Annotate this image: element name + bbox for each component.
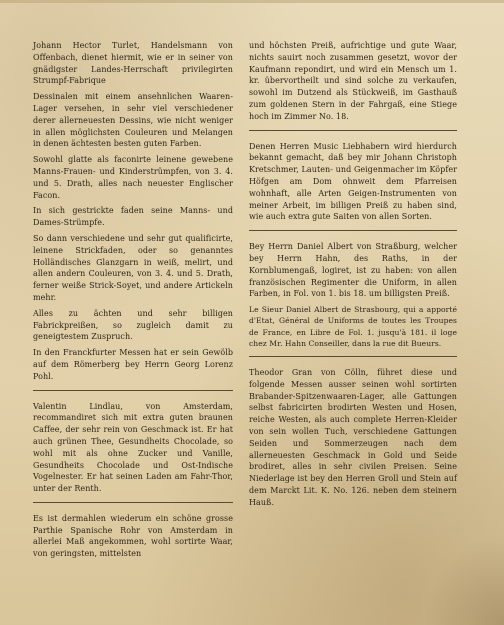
notice-albert-uniforms: Bey Herrn Daniel Albert von Straßburg, welcher bey Herrn Hahn, des Raths, in der Kornblumengaß, logiret, ist zu haben: von allen französischen Regimenter die Uniform, in allen Farben, in Fol. von 1. bis 18. um billigsten Preiß. — [249, 242, 457, 299]
notice-turlet-intro: Johann Hector Turlet, Handelsmann von Offenbach, dienet hiermit, wie er in seiner von gnädigster Landes-Herrschaft privilegirten Strumpf-Fabrique — [33, 41, 233, 86]
notice-kretschmer-music: Denen Herren Music Liebhabern wird hierdurch bekannt gemacht, daß bey mir Johann Christoph Kretschmer, Lauten- und Geigenmacher im Köpfer Höfgen am Dom ohnweit dem Pfarreisen wohnhaft, alle Arten Geigen-Instrumenten von meiner Arbeit, im billigen Preiß zu haben sind, wie auch extra gute Saiten von allen Sorten. — [249, 141, 457, 222]
notice-turlet-fair: In den Franckfurter Messen hat er sein Gewölb auf dem Römerberg bey Herrn Georg Lorenz Pohl. — [33, 348, 233, 381]
right-column — [249, 40, 457, 513]
divider-rule — [249, 230, 457, 231]
divider-rule — [249, 130, 457, 131]
divider-rule — [249, 356, 457, 357]
notice-turlet-dessins: Dessinalen mit einem ansehnlichen Waaren-Lager versehen, in sehr viel verschiedener derer allerneuesten Dessins, wie nicht weniger in allen möglichsten Couleuren und Melangen in denen ächtesten besten guten Farben. — [33, 92, 233, 149]
notice-turlet-knitted: In sich gestrickte faden seine Manns- und Dames-Strümpfe. — [33, 206, 233, 228]
left-column — [33, 40, 233, 564]
notice-turlet-yarn: So dann verschiedene und sehr gut qualificirte, leinene Strickfaden, oder so genanntes Holländisches Glanzgarn in weiß, melirt, und allen andern Couleuren, von 3. 4. und 5. Drath, ferner weiße Strick-Soyet, und andere Artickeln mehr. — [33, 233, 233, 302]
notice-albert-uniforms-french: Le Sieur Daniel Albert de Strasbourg, qui a apporté d'Etat, Général de Uniforms de toutes les Troupes de France, en Libre de Fol. 1. jusqu'à 181. il loge chez Mr. Hahn Conseiller, dans la rue dit Bueurs. — [249, 305, 457, 348]
page-fold-line — [0, 0, 504, 3]
notice-gran-lace: Theodor Gran von Cölln, führet diese und folgende Messen ausser seinen wohl sortirten Brabander-Spitzenwaaren-Lager, alle Gattungen selbst fabricirten brodirten Westen und Hosen, reiche Westen, als auch complete Herren-Kleider von sein wollen Tuch, verschiedene Gattungen Seiden und Sommerzeugen nach dem allerneuesten Geschmack in Gold und Seide brodiret, alles in sehr civilen Preisen. Seine Niederlage ist bey den Herren Groll und Stein auf dem Marckt Lit. K. No. 126. neben dem steinern Hauß. — [249, 367, 457, 507]
notice-turlet-stockings: Sowohl glatte als faconirte leinene gewebene Manns-Frauen- und Kinderstrümpfen, von 3. 4. und 5. Drath, alles nach neuester Englischer Facon. — [33, 155, 233, 200]
notice-lindlau-coffee: Valentin Lindlau, von Amsterdam, recommandiret sich mit extra guten braunen Caffee, der sehr rein von Geschmack ist. Er hat auch grünen Thee, Gesundheits Chocolade, so wohl mit als ohne Zucker und Vanille, Gesundheits Chocolade und Ost-Indische Vogelnester. Er hat seinen Laden am Fahr-Thor, unter der Renth. — [33, 401, 233, 494]
notice-turlet-prices: Alles zu ächten und sehr billigen Fabrickpreißen, so zugleich damit zu geneigtestem Zuspruch. — [33, 308, 233, 342]
notice-spanish-cane-continued: und höchsten Preiß, aufrichtige und gute Waar, nichts sauirt noch zusammen gesetzt, wovor der Kaufmann repondirt, und wird ein Mensch um 1. kr. übervortheilt und sind solche zu verkaufen, sowohl im Dutzend als Stückweiß, im Gasthauß zum goldenen Stern in der Fahrgaß, eine Stiege hoch im Zimmer No. 18. — [249, 41, 457, 121]
paper-stain — [424, 535, 504, 625]
divider-rule — [33, 390, 233, 391]
notice-spanish-cane: Es ist dermahlen wiederum ein schöne grosse Parthie Spanische Rohr von Amsterdam in allerlei Maß angekommen, wohl sortirte Waar, von geringsten, mittelsten — [33, 513, 233, 559]
divider-rule — [33, 502, 233, 503]
